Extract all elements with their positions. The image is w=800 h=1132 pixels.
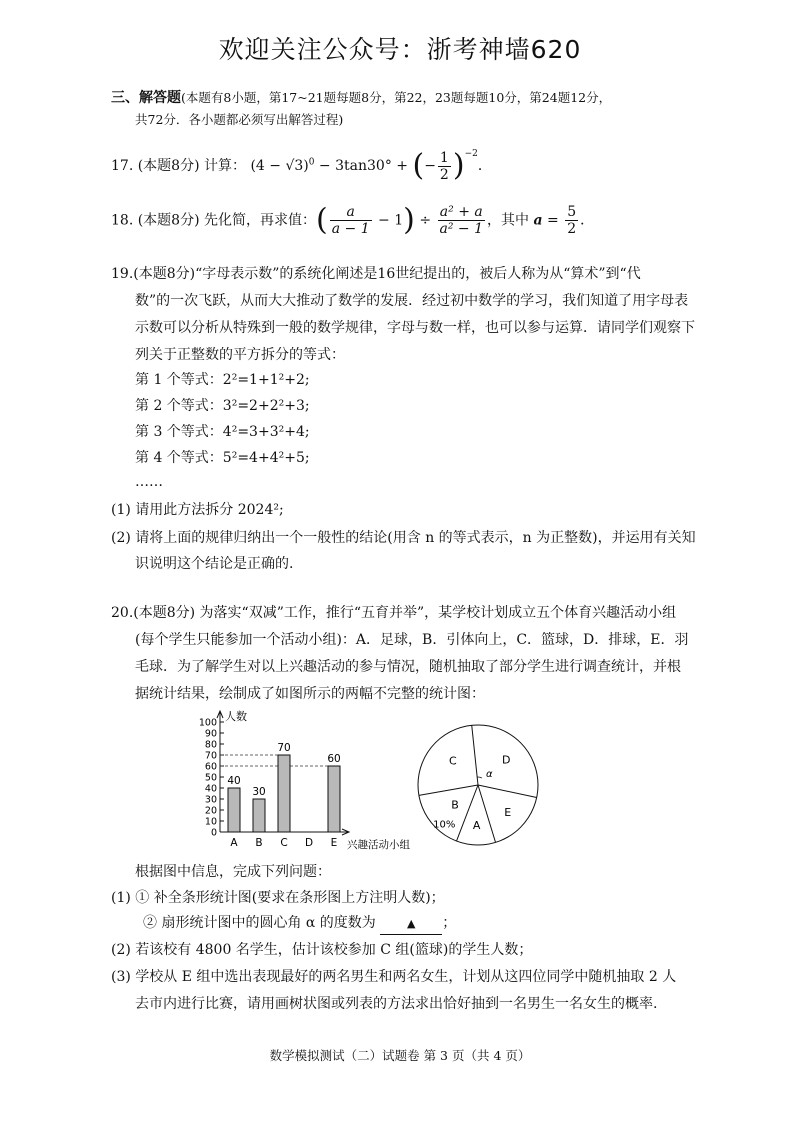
answer-blank[interactable] [380, 913, 442, 935]
blank-marker: ▲ [407, 917, 416, 930]
pie-slice-boundary [478, 785, 496, 842]
y-tick-label: 100 [198, 717, 217, 729]
question-18: 18. (本题8分) 先化简，再求值：( $\frac{a}{a - 1}$ − 1) ÷ $\frac{\text{a² + a}}{\text{a² − 1}}$ ，其中 a = $\frac{5}{2}$ ． [111, 202, 595, 238]
y-tick-label: 40 [204, 783, 217, 795]
q20-sub-2: (2) 若该校有 4800 名学生，估计该校参加 C 组(篮球)的学生人数； [111, 942, 533, 958]
q19-number: 19. [111, 266, 134, 282]
q18-prefix: (本题8分) 先化简，再求值： [137, 212, 316, 229]
x-axis-label: 兴趣活动小组 [347, 839, 410, 851]
y-tick-label: 60 [204, 761, 217, 773]
q19-ellipsis: …… [135, 474, 163, 490]
pie-slice-label: B [451, 798, 459, 812]
data-label: 30 [252, 786, 266, 798]
y-tick-label: 20 [204, 805, 217, 817]
x-tick-label: E [330, 837, 338, 849]
question-19-line-4: 列关于正整数的平方拆分的等式： [135, 347, 345, 363]
question-20-line-2: (每个学生只能参加一个活动小组)：A．足球，B．引体向上，C．篮球，D．排球，E．羽 [135, 632, 689, 648]
x-tick-label: B [255, 837, 263, 849]
q18-fraction-1: $\frac{a}{a - 1}$ [331, 204, 370, 237]
pie-chart [410, 722, 560, 852]
q19-equation-1: 第 1 个等式：2²=1+1²+2; [135, 372, 310, 388]
q17-term-b: − 3tan30° + [314, 158, 413, 174]
q17-exp-b: −2 [464, 149, 478, 159]
q17-fraction: $\frac{1}{2}$ [439, 149, 449, 183]
question-19-line-2: 数”的一次飞跃，从而大大推动了数学的发展．经过初中数学的学习，我们知道了用字母表 [135, 293, 689, 309]
pie-chart-marks [418, 725, 538, 845]
q17-term-a: (4 − √3) [250, 158, 309, 174]
page-header: 欢迎关注公众号：浙考神墙620 [218, 35, 582, 64]
page-footer: 数学模拟测试（二）试题卷 第 3 页（共 4 页） [269, 1048, 531, 1063]
data-label: 70 [277, 742, 291, 754]
q18-fraction-3: $\frac{5}{2}$ [567, 204, 577, 237]
q17-exp-a: 0 [308, 157, 315, 168]
x-tick-label: D [304, 837, 314, 849]
y-tick-label: 90 [204, 728, 217, 740]
q19-equation-3: 第 3 个等式：4²=3+3²+4; [135, 424, 310, 440]
q19-sub-2-line-1: (2) 请将上面的规律归纳出一个一般性的结论(用含 n 的等式表示，n 为正整数)，并运用有关知 [111, 530, 696, 546]
bar-chart [190, 706, 430, 856]
question-20-line-3: 毛球．为了解学生对以上兴趣活动的参与情况，随机抽取了部分学生进行调查统计，并根 [135, 659, 681, 675]
bar [228, 788, 240, 832]
q20-sub-3-line-1: (3) 学校从 E 组中选出表现最好的两名男生和两名女生，计划从这四位同学中随机抽取 2 人 [111, 969, 677, 985]
q18-end: ． [580, 212, 595, 229]
x-tick-label: C [280, 837, 288, 849]
q18-div: ÷ [414, 212, 436, 229]
q20-sub-1b-end: ； [442, 915, 457, 931]
pie-slice-label: A [472, 818, 481, 832]
question-20-line-4: 据统计结果，绘制成了如图所示的两幅不完整的统计图： [135, 686, 485, 702]
q20-sub-3-line-2: 去市内进行比赛，请用画树状图或列表的方法求出恰好抽到一名男生一名女生的概率. [135, 996, 658, 1012]
q19-equation-4: 第 4 个等式：5²=4+4²+5; [135, 450, 310, 466]
q18-fraction-2: $\frac{\text{a² + a}}{\text{a² − 1}}$ [439, 204, 484, 237]
bar [253, 799, 265, 832]
y-tick-label: 70 [204, 750, 217, 762]
data-label: 40 [227, 775, 241, 787]
y-tick-label: 80 [204, 739, 217, 751]
q20-sub-1b [143, 913, 456, 935]
pie-percent-label: 10% [433, 819, 456, 831]
q18-minus-one: − 1 [373, 212, 404, 229]
q17-prefix: (本题8分) 计算： [137, 158, 246, 174]
q17-minus: − [424, 158, 436, 174]
q18-number: 18. [111, 212, 134, 229]
x-tick-label: A [230, 837, 238, 849]
alpha-arc [477, 777, 482, 778]
question-20-line-1 [111, 603, 676, 623]
question-19-line-1 [111, 264, 641, 284]
q20-sub-1b-text: ② 扇形统计图中的圆心角 α 的度数为 [143, 915, 376, 931]
q20-number: 20. [111, 605, 134, 621]
y-tick-label: 0 [210, 827, 217, 839]
pie-slice-boundary [478, 785, 537, 797]
section-title: 三、解答题 [111, 90, 181, 106]
q18-var: a [533, 212, 543, 229]
pie-slice-label: E [504, 805, 512, 819]
section-note-2: 共72分．各小题都必须写出解答过程) [135, 112, 344, 127]
question-17: 17. (本题8分) 计算： $(4 - √3)^0 - 3\tan 30^\circ$ + (− $\frac{1}{2}$ )$^{-2}$． [111, 148, 492, 183]
q19-text-1: (本题8分)“字母表示数”的系统化阐述是16世纪提出的，被后人称为从“算术”到“代 [133, 266, 641, 282]
pie-slice-label: D [501, 753, 511, 767]
q20-sub-1a: (1) ① 补全条形统计图(要求在条形图上方注明人数)； [111, 890, 445, 906]
q18-eq: = [542, 212, 564, 229]
q17-end: ． [477, 158, 492, 174]
q17-number: 17. [111, 158, 134, 174]
bar [328, 766, 340, 832]
pie-slice-boundary [472, 725, 478, 785]
pie-slice-boundary [419, 785, 478, 795]
bar [278, 755, 290, 832]
alpha-label: α [486, 769, 493, 780]
y-tick-label: 10 [204, 816, 217, 828]
data-label: 60 [327, 753, 341, 765]
q20-text-1: (本题8分) 为落实“双减”工作，推行“五育并举”，某学校计划成立五个体育兴趣活动小组 [133, 605, 677, 621]
section-note: (本题有8小题，第17~21题每题8分，第22，23题每题10分，第24题12分， [181, 90, 612, 105]
q18-where: ，其中 [487, 212, 534, 229]
q19-equation-2: 第 2 个等式：3²=2+2²+3; [135, 398, 310, 414]
y-tick-label: 30 [204, 794, 217, 806]
y-tick-label: 50 [204, 772, 217, 784]
q20-after-charts: 根据图中信息，完成下列问题： [135, 864, 331, 880]
q19-sub-1: (1) 请用此方法拆分 2024²; [111, 502, 284, 518]
y-axis-label: 人数 [225, 710, 247, 723]
q19-sub-2-line-2: 识说明这个结论是正确的. [135, 556, 294, 572]
pie-slice-label: C [448, 754, 457, 768]
pie-slice-boundary [456, 785, 478, 841]
bar-chart-marks [220, 742, 341, 832]
section-heading [111, 88, 611, 108]
question-19-line-3: 示数可以分析从特殊到一般的数学规律，字母与数一样，也可以参与运算．请同学们观察下 [135, 320, 695, 336]
